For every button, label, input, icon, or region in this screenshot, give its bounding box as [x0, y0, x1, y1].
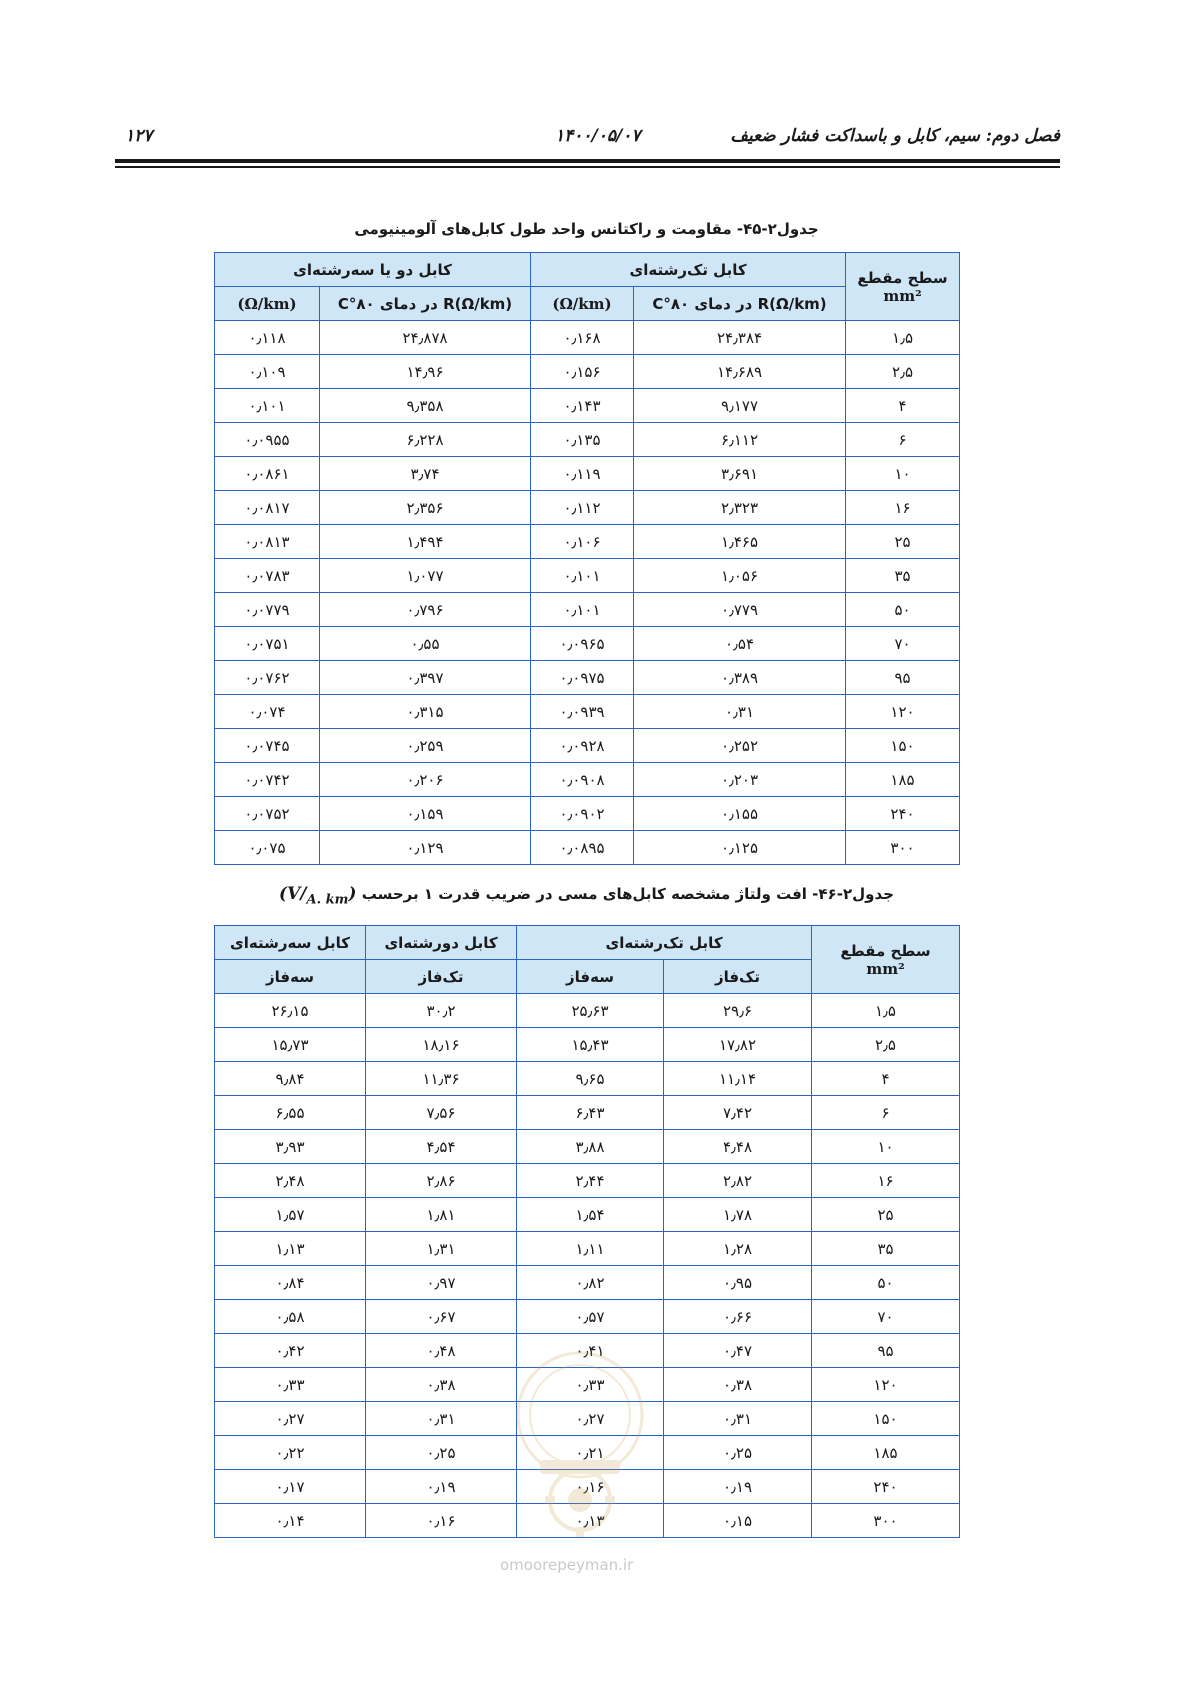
table-row	[215, 1062, 960, 1096]
table-row	[215, 1232, 960, 1266]
table1-cell: ۰٫۰۸۹۵	[531, 831, 634, 865]
table2-cell: ۰٫۴۸	[366, 1334, 517, 1368]
table1-cell: ۰٫۱۰۶	[531, 525, 634, 559]
table1-cell: ۱٫۴۹۴	[320, 525, 531, 559]
table2-cell: ۴٫۴۸	[664, 1130, 812, 1164]
table2-cell: ۰٫۵۷	[517, 1300, 664, 1334]
unit-v: V	[287, 884, 301, 904]
table2-cell: ۱۷٫۸۲	[664, 1028, 812, 1062]
header-rule-thick	[115, 159, 1060, 163]
table2-cell: ۱٫۵	[812, 994, 960, 1028]
table2-cell: ۲٫۸۶	[366, 1164, 517, 1198]
table2-cell: ۰٫۹۵	[664, 1266, 812, 1300]
table1-cell: ۰٫۰۷۵۱	[215, 627, 320, 661]
table1-cell: ۰٫۰۹۰۲	[531, 797, 634, 831]
table1-cell: ۷۰	[846, 627, 960, 661]
table1-cell: ۴	[846, 389, 960, 423]
table2-cell: ۱۵۰	[812, 1402, 960, 1436]
table1-cell: ۰٫۰۸۶۱	[215, 457, 320, 491]
table1-cell: ۰٫۱۱۲	[531, 491, 634, 525]
table2-cell: ۴	[812, 1062, 960, 1096]
table1-cell: ۹٫۳۵۸	[320, 389, 531, 423]
table1-cell: ۰٫۱۳۵	[531, 423, 634, 457]
table-row	[215, 525, 960, 559]
table2-cell: ۳٫۹۳	[215, 1130, 366, 1164]
table2-cell: ۲٫۴۸	[215, 1164, 366, 1198]
table1-cell: ۶٫۱۱۲	[634, 423, 846, 457]
table2-cell: ۱۵٫۴۳	[517, 1028, 664, 1062]
table-row	[215, 593, 960, 627]
col-single-phase: تک‌فاز	[366, 960, 517, 994]
table1-cell: ۰٫۲۰۳	[634, 763, 846, 797]
table2-cell: ۱۸۵	[812, 1436, 960, 1470]
table2-cell: ۳٫۸۸	[517, 1130, 664, 1164]
table1-cell: ۰٫۱۵۶	[531, 355, 634, 389]
table-row	[215, 831, 960, 865]
table1-cell: ۰٫۰۹۲۸	[531, 729, 634, 763]
table2-cell: ۱٫۲۸	[664, 1232, 812, 1266]
table-row	[215, 1198, 960, 1232]
table2-cell: ۰٫۲۷	[517, 1402, 664, 1436]
table-row	[215, 1096, 960, 1130]
table2-cell: ۰٫۱۶	[366, 1504, 517, 1538]
table1-cell: ۱٫۴۶۵	[634, 525, 846, 559]
table-row	[215, 1300, 960, 1334]
table1-cell: ۲۵	[846, 525, 960, 559]
table-row	[215, 457, 960, 491]
table1-cell: ۰٫۰۷۵۲	[215, 797, 320, 831]
table1-cell: ۰٫۵۴	[634, 627, 846, 661]
table2-cell: ۲٫۴۴	[517, 1164, 664, 1198]
table2-cell: ۱۶	[812, 1164, 960, 1198]
table-row	[215, 423, 960, 457]
table1-cell: ۱۲۰	[846, 695, 960, 729]
table1-cell: ۰٫۰۷۷۹	[215, 593, 320, 627]
table1-cell: ۰٫۷۷۹	[634, 593, 846, 627]
group-single-core: کابل تک‌رشته‌ای	[517, 926, 812, 960]
table2-cell: ۰٫۲۵	[366, 1436, 517, 1470]
table2-cell: ۰٫۱۷	[215, 1470, 366, 1504]
table2-cell: ۲٫۵	[812, 1028, 960, 1062]
group-single-core: کابل تک‌رشته‌ای	[531, 253, 846, 287]
table1-cell: ۳٫۷۴	[320, 457, 531, 491]
col-single-phase: تک‌فاز	[664, 960, 812, 994]
table2-cell: ۶	[812, 1096, 960, 1130]
table1-cell: ۰٫۳۸۹	[634, 661, 846, 695]
table1-cell: ۳٫۶۹۱	[634, 457, 846, 491]
table2-cell: ۰٫۹۷	[366, 1266, 517, 1300]
table1-cell: ۳۰۰	[846, 831, 960, 865]
table-row	[215, 695, 960, 729]
page-number: ۱۲۷	[125, 126, 153, 146]
table2-cell: ۹۵	[812, 1334, 960, 1368]
table2-cell: ۰٫۵۸	[215, 1300, 366, 1334]
table1-cell: ۱٫۰۵۶	[634, 559, 846, 593]
table1-cell: ۰٫۱۵۹	[320, 797, 531, 831]
table2-cell: ۷۰	[812, 1300, 960, 1334]
table2-cell: ۱٫۱۱	[517, 1232, 664, 1266]
col-r-label: R(Ω/km) در دمای ۸۰°C	[337, 294, 513, 313]
table2-cell: ۰٫۴۲	[215, 1334, 366, 1368]
table1-cell: ۰٫۰۸۱۳	[215, 525, 320, 559]
table2-caption	[214, 884, 959, 907]
table1-cell: ۰٫۰۸۱۷	[215, 491, 320, 525]
table2-cell: ۰٫۳۱	[366, 1402, 517, 1436]
table1-cell: ۰٫۰۹۳۹	[531, 695, 634, 729]
table2-caption-unit: $(V/_{A. km})$	[279, 884, 357, 908]
col-resistance-multi	[320, 287, 531, 321]
table2-cell: ۱۰	[812, 1130, 960, 1164]
table1-cell: ۹٫۱۷۷	[634, 389, 846, 423]
table1-cell: ۰٫۱۰۱	[215, 389, 320, 423]
table2-cell: ۰٫۲۲	[215, 1436, 366, 1470]
table2-cell: ۶٫۴۳	[517, 1096, 664, 1130]
table1-cell: ۰٫۳۱۵	[320, 695, 531, 729]
table2-cell: ۱٫۳۱	[366, 1232, 517, 1266]
table-row	[215, 321, 960, 355]
table-row	[215, 559, 960, 593]
table1-cell: ۰٫۳۱	[634, 695, 846, 729]
chapter-title: فصل دوم: سیم، کابل و باسداکت فشار ضعیف	[730, 126, 1060, 146]
table1-cell: ۰٫۱۱۹	[531, 457, 634, 491]
table1-cell: ۰٫۱۵۵	[634, 797, 846, 831]
table2-cell: ۰٫۴۷	[664, 1334, 812, 1368]
table2-cell: ۷٫۴۲	[664, 1096, 812, 1130]
table2-cell: ۰٫۳۳	[215, 1368, 366, 1402]
table1-cell: ۰٫۱۲۵	[634, 831, 846, 865]
table1-cell: ۰٫۳۹۷	[320, 661, 531, 695]
table2-cell: ۰٫۱۵	[664, 1504, 812, 1538]
table2-cell: ۱۲۰	[812, 1368, 960, 1402]
aluminium-resistance-table	[214, 252, 960, 865]
table2-cell: ۷٫۵۶	[366, 1096, 517, 1130]
table2-cell: ۰٫۸۴	[215, 1266, 366, 1300]
table1-body	[215, 321, 960, 865]
table1-cell: ۰٫۷۹۶	[320, 593, 531, 627]
table1-cell: ۰٫۱۴۳	[531, 389, 634, 423]
header-rule-thin	[115, 166, 1060, 168]
unit-sub: A. km	[306, 892, 349, 908]
table-row	[215, 729, 960, 763]
table1-cell: ۲٫۳۲۳	[634, 491, 846, 525]
table1-cell: ۲٫۵	[846, 355, 960, 389]
header-date: ۱۴۰۰/۰۵/۰۷	[555, 126, 641, 146]
table1-cell: ۰٫۰۷۴۵	[215, 729, 320, 763]
table1-cell: ۰٫۰۷۵	[215, 831, 320, 865]
table-row	[215, 661, 960, 695]
size-label: سطح مقطع	[840, 941, 931, 960]
table1-cell: ۰٫۲۵۹	[320, 729, 531, 763]
col-three-phase: سه‌فاز	[517, 960, 664, 994]
table2-cell: ۰٫۶۷	[366, 1300, 517, 1334]
table2-cell: ۱۱٫۱۴	[664, 1062, 812, 1096]
table1-cell: ۱۰	[846, 457, 960, 491]
table2-cell: ۰٫۴۱	[517, 1334, 664, 1368]
table2-cell: ۰٫۱۹	[664, 1470, 812, 1504]
table-row	[215, 1130, 960, 1164]
table-row	[215, 994, 960, 1028]
table2-cell: ۴٫۵۴	[366, 1130, 517, 1164]
col-reactance-single: (Ω/km)	[531, 287, 634, 321]
table2-cell: ۱٫۷۸	[664, 1198, 812, 1232]
watermark-site: omoorepeyman.ir	[500, 1556, 634, 1574]
table-row	[215, 355, 960, 389]
table2-cell: ۰٫۳۳	[517, 1368, 664, 1402]
table2-cell: ۰٫۱۹	[366, 1470, 517, 1504]
table2-cell: ۰٫۱۴	[215, 1504, 366, 1538]
size-label: سطح مقطع	[857, 268, 948, 287]
col-resistance-single	[634, 287, 846, 321]
table2-cell: ۳۰٫۲	[366, 994, 517, 1028]
table1-cell: ۵۰	[846, 593, 960, 627]
table2-cell: ۰٫۱۳	[517, 1504, 664, 1538]
table2-cell: ۱٫۵۴	[517, 1198, 664, 1232]
table2-cell: ۱۸٫۱۶	[366, 1028, 517, 1062]
table2-cell: ۹٫۶۵	[517, 1062, 664, 1096]
page-header	[115, 120, 1060, 150]
table1-cell: ۰٫۱۶۸	[531, 321, 634, 355]
table1-cell: ۲۴۰	[846, 797, 960, 831]
table-row	[215, 389, 960, 423]
table2-cell: ۰٫۲۷	[215, 1402, 366, 1436]
table1-cell: ۰٫۰۹۰۸	[531, 763, 634, 797]
table2-cell: ۱٫۸۱	[366, 1198, 517, 1232]
col-r-label: R(Ω/km) در دمای ۸۰°C	[652, 294, 827, 313]
table1-cell: ۰٫۰۹۶۵	[531, 627, 634, 661]
table1-cell: ۰٫۲۵۲	[634, 729, 846, 763]
table1-cell: ۰٫۰۹۵۵	[215, 423, 320, 457]
table-row	[215, 1266, 960, 1300]
table2-cell: ۰٫۳۸	[366, 1368, 517, 1402]
table1-cell: ۱۴٫۶۸۹	[634, 355, 846, 389]
table2-cell: ۱۱٫۳۶	[366, 1062, 517, 1096]
table-row	[215, 797, 960, 831]
col-three-phase: سه‌فاز	[215, 960, 366, 994]
table2-cell: ۲۵	[812, 1198, 960, 1232]
group-multi-core: کابل دو یا سه‌رشته‌ای	[215, 253, 531, 287]
table1-cell: ۰٫۱۱۸	[215, 321, 320, 355]
table2-cell: ۶٫۵۵	[215, 1096, 366, 1130]
table2-cell: ۲۶٫۱۵	[215, 994, 366, 1028]
table2-cell: ۱٫۱۳	[215, 1232, 366, 1266]
table1-cell: ۰٫۰۷۴	[215, 695, 320, 729]
table-row	[215, 1028, 960, 1062]
table1-cell: ۶	[846, 423, 960, 457]
table-row	[215, 491, 960, 525]
size-unit: mm²	[866, 959, 905, 978]
table2-cell: ۰٫۳۸	[664, 1368, 812, 1402]
table1-cell: ۲٫۳۵۶	[320, 491, 531, 525]
table1-cell: ۶٫۲۲۸	[320, 423, 531, 457]
table1-cell: ۹۵	[846, 661, 960, 695]
table1-cell: ۰٫۰۷۴۲	[215, 763, 320, 797]
size-header	[812, 926, 960, 994]
table1-cell: ۱۶	[846, 491, 960, 525]
table2-cell: ۰٫۲۵	[664, 1436, 812, 1470]
table2-cell: ۲۵٫۶۳	[517, 994, 664, 1028]
table2-cell: ۰٫۸۲	[517, 1266, 664, 1300]
table1-cell: ۲۴٫۳۸۴	[634, 321, 846, 355]
table2-cell: ۳۵	[812, 1232, 960, 1266]
table2-cell: ۵۰	[812, 1266, 960, 1300]
table1-cell: ۰٫۰۷۶۲	[215, 661, 320, 695]
table2-caption-text: جدول۲-۴۶- افت ولتاژ مشخصه کابل‌های مسی در ضریب قدرت ۱ برحسب	[361, 885, 894, 903]
table1-cell: ۰٫۱۰۹	[215, 355, 320, 389]
table1-cell: ۰٫۰۹۷۵	[531, 661, 634, 695]
table1-cell: ۰٫۵۵	[320, 627, 531, 661]
size-unit: mm²	[883, 286, 922, 305]
table2-cell: ۰٫۱۶	[517, 1470, 664, 1504]
table2-cell: ۲٫۸۲	[664, 1164, 812, 1198]
table1-cell: ۱۸۵	[846, 763, 960, 797]
table2-cell: ۰٫۶۶	[664, 1300, 812, 1334]
table2-cell: ۰٫۲۱	[517, 1436, 664, 1470]
table1-cell: ۱٫۵	[846, 321, 960, 355]
table2-cell: ۱٫۵۷	[215, 1198, 366, 1232]
table-row	[215, 627, 960, 661]
table1-cell: ۱٫۰۷۷	[320, 559, 531, 593]
table1-cell: ۲۴٫۸۷۸	[320, 321, 531, 355]
table1-cell: ۱۴٫۹۶	[320, 355, 531, 389]
table2-cell: ۰٫۳۱	[664, 1402, 812, 1436]
table1-cell: ۰٫۰۷۸۳	[215, 559, 320, 593]
table2-cell: ۲۴۰	[812, 1470, 960, 1504]
table2-cell: ۲۹٫۶	[664, 994, 812, 1028]
table1-cell: ۳۵	[846, 559, 960, 593]
table2-cell: ۳۰۰	[812, 1504, 960, 1538]
group-three-core: کابل سه‌رشته‌ای	[215, 926, 366, 960]
table1-cell: ۰٫۱۲۹	[320, 831, 531, 865]
group-two-core: کابل دورشته‌ای	[366, 926, 517, 960]
gear-seal-logo	[505, 1345, 655, 1545]
table1-cell: ۰٫۱۰۱	[531, 559, 634, 593]
table2-cell: ۹٫۸۴	[215, 1062, 366, 1096]
table1-cell: ۱۵۰	[846, 729, 960, 763]
size-header	[846, 253, 960, 321]
table2-cell: ۱۵٫۷۳	[215, 1028, 366, 1062]
table-row	[215, 1164, 960, 1198]
table1-cell: ۰٫۱۰۱	[531, 593, 634, 627]
table1-cell: ۰٫۲۰۶	[320, 763, 531, 797]
table-row	[215, 763, 960, 797]
table1-caption: جدول۲-۴۵- مقاومت و راکتانس واحد طول کابل‌های آلومینیومی	[354, 220, 819, 238]
col-reactance-multi: (Ω/km)	[215, 287, 320, 321]
